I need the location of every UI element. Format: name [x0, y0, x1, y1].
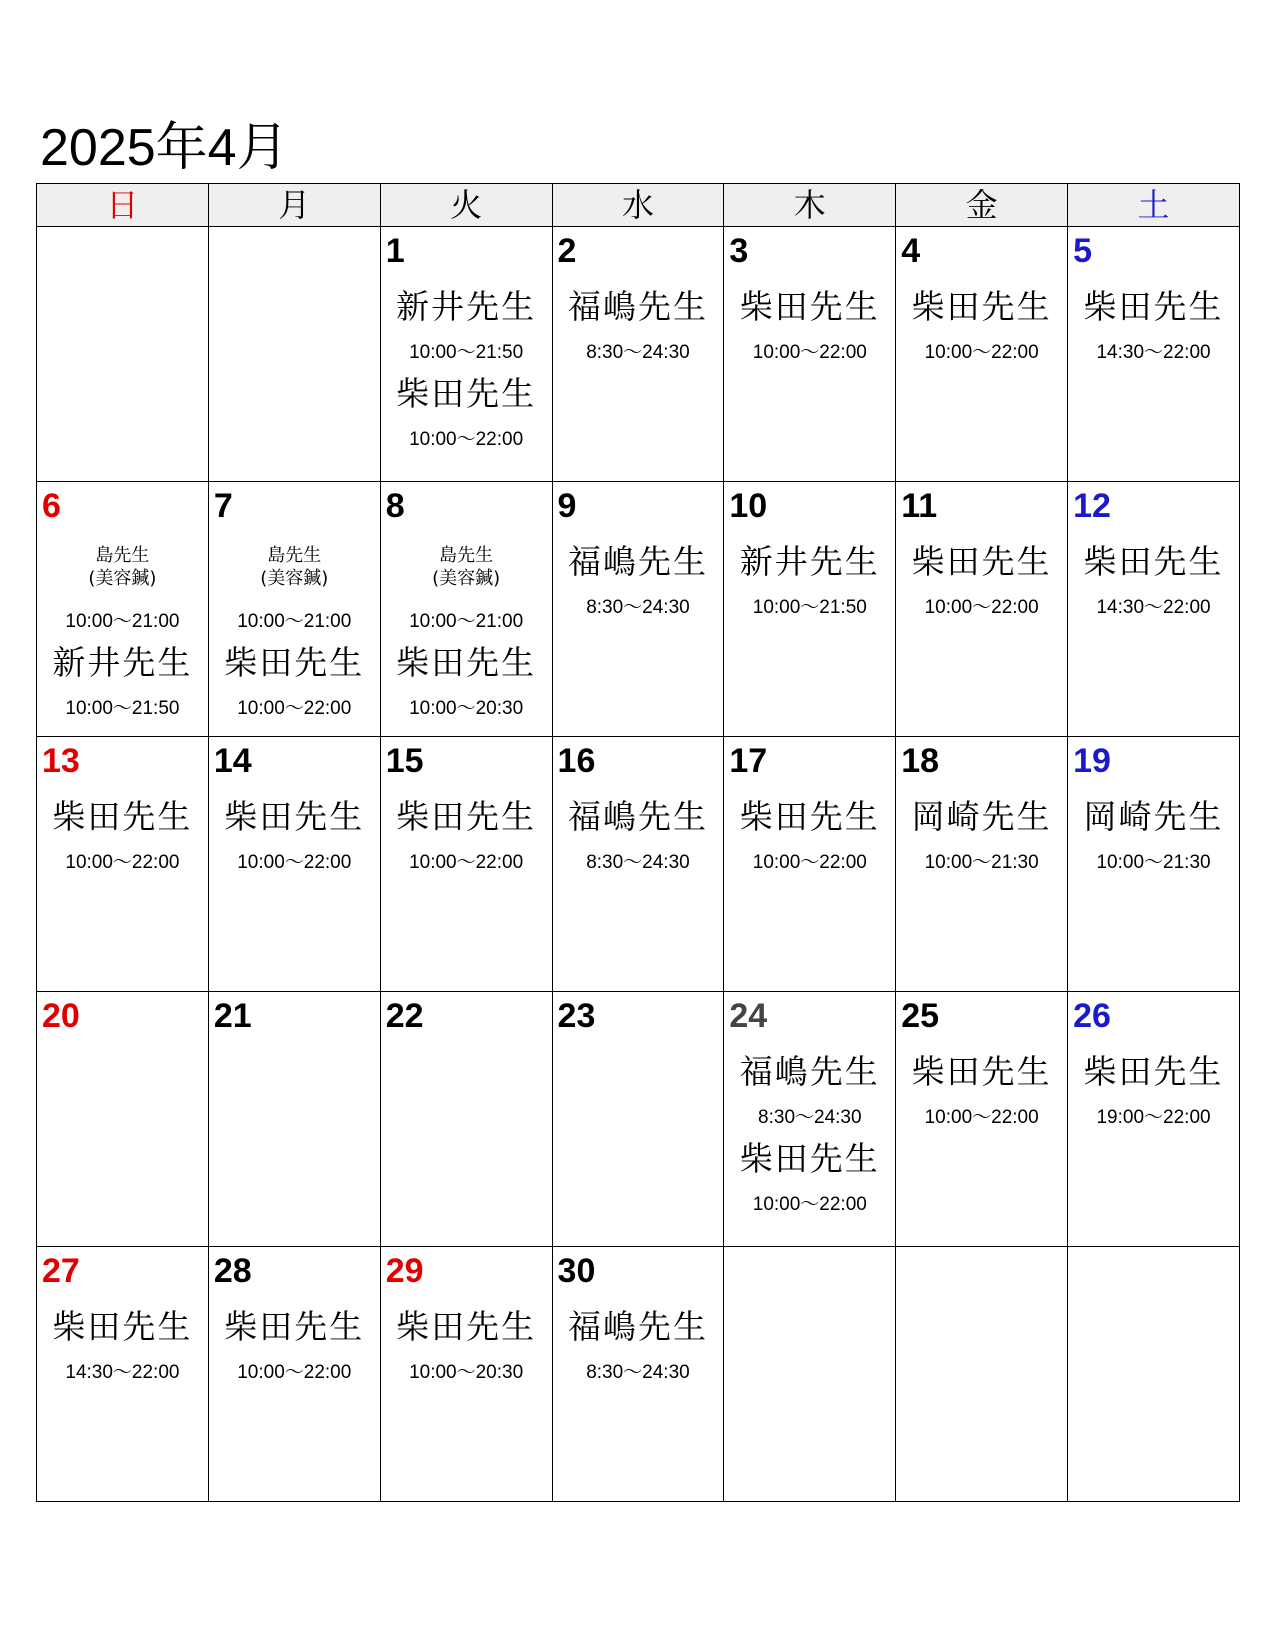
- teacher-name: 柴田先生: [224, 643, 365, 682]
- teacher-name: 柴田先生: [1083, 542, 1224, 581]
- teacher-name-text: 島先生: [439, 545, 494, 566]
- time-range: 10:00～21:50: [65, 698, 180, 719]
- schedule-entry: [1068, 1050, 1239, 1130]
- day-entries: [381, 540, 552, 728]
- day-number: 14: [213, 742, 252, 780]
- teacher-name: 新井先生: [739, 542, 880, 581]
- schedule-entry: [381, 795, 552, 875]
- empty-day-cell: [37, 227, 209, 482]
- time-range: 10:00～22:00: [924, 342, 1039, 363]
- time-range: 10:00～21:00: [237, 611, 352, 632]
- time-range: 10:00～22:00: [752, 342, 867, 363]
- time-range: 8:30～24:30: [586, 852, 690, 873]
- treatment-note: (美容鍼): [432, 568, 501, 589]
- teacher-name: [37, 544, 208, 590]
- day-cell: [724, 737, 896, 992]
- teacher-name: 岡崎先生: [1083, 797, 1224, 836]
- day-cell: [724, 482, 896, 737]
- schedule-entry: [37, 544, 208, 634]
- day-cell: [380, 1247, 552, 1502]
- weekday-header-6: 土: [1068, 184, 1240, 227]
- teacher-name: 柴田先生: [1083, 1052, 1224, 1091]
- day-cell: [37, 482, 209, 737]
- empty-day-cell: [1068, 1247, 1240, 1502]
- day-cell: [380, 992, 552, 1247]
- day-entries: [896, 285, 1067, 372]
- teacher-name-text: 島先生: [267, 545, 322, 566]
- schedule-entry: [381, 372, 552, 452]
- teacher-name: 柴田先生: [224, 1307, 365, 1346]
- day-number: 23: [557, 997, 596, 1035]
- day-cell: [37, 1247, 209, 1502]
- time-range: 10:00～21:50: [409, 342, 524, 363]
- day-number: 4: [901, 232, 921, 270]
- day-number: 27: [42, 1252, 80, 1290]
- day-entries: [1068, 795, 1239, 882]
- empty-day-cell: [724, 1247, 896, 1502]
- teacher-name-text: 島先生: [95, 545, 150, 566]
- day-number: 25: [901, 997, 940, 1035]
- day-cell: [896, 992, 1068, 1247]
- schedule-entry: [724, 1050, 895, 1130]
- day-number: 11: [901, 487, 938, 525]
- time-range: 14:30～22:00: [65, 1362, 180, 1383]
- day-cell: [552, 227, 724, 482]
- schedule-entry: [381, 285, 552, 365]
- empty-day-cell: [208, 227, 380, 482]
- day-cell: [552, 482, 724, 737]
- schedule-entry: [724, 540, 895, 620]
- teacher-name: 柴田先生: [911, 1052, 1052, 1091]
- schedule-entry: [209, 641, 380, 721]
- day-entries: [209, 1305, 380, 1392]
- teacher-name: 新井先生: [396, 287, 537, 326]
- day-cell: [552, 1247, 724, 1502]
- day-entries: [1068, 540, 1239, 627]
- teacher-name: 福嶋先生: [567, 797, 708, 836]
- weekday-header-1: 月: [208, 184, 380, 227]
- day-entries: [1068, 285, 1239, 372]
- time-range: 8:30～24:30: [586, 597, 690, 618]
- schedule-entry: [37, 1305, 208, 1385]
- day-number: 1: [385, 232, 405, 270]
- weekday-header-3: 水: [552, 184, 724, 227]
- time-range: 10:00～20:30: [409, 1362, 524, 1383]
- teacher-name: 福嶋先生: [567, 287, 708, 326]
- schedule-entry: [896, 1050, 1067, 1130]
- day-number: 16: [557, 742, 596, 780]
- week-row: [37, 992, 1240, 1247]
- day-number: 24: [729, 997, 768, 1035]
- day-number: 8: [385, 487, 405, 525]
- day-cell: [37, 992, 209, 1247]
- day-number: 9: [557, 487, 577, 525]
- teacher-name: 柴田先生: [224, 797, 365, 836]
- teacher-name: 柴田先生: [1083, 287, 1224, 326]
- teacher-name: 福嶋先生: [567, 1307, 708, 1346]
- day-number: 30: [557, 1252, 596, 1290]
- teacher-name: 柴田先生: [396, 797, 537, 836]
- day-number: 21: [213, 997, 252, 1035]
- day-number: 20: [42, 997, 80, 1035]
- schedule-entry: [1068, 540, 1239, 620]
- day-entries: [381, 1305, 552, 1392]
- schedule-entry: [209, 1305, 380, 1385]
- day-entries: [553, 285, 724, 372]
- day-number: 3: [729, 232, 749, 270]
- teacher-name: 柴田先生: [52, 1307, 193, 1346]
- time-range: 10:00～21:00: [65, 611, 180, 632]
- day-number: 10: [729, 487, 768, 525]
- time-range: 8:30～24:30: [586, 1362, 690, 1383]
- day-cell: [896, 227, 1068, 482]
- day-entries: [37, 795, 208, 882]
- schedule-entry: [724, 1137, 895, 1217]
- day-entries: [1068, 1050, 1239, 1137]
- teacher-name: 柴田先生: [396, 374, 537, 413]
- day-number: 26: [1073, 997, 1111, 1035]
- schedule-entry: [553, 540, 724, 620]
- day-entries: [37, 1305, 208, 1392]
- teacher-name: 柴田先生: [739, 1139, 880, 1178]
- day-entries: [209, 795, 380, 882]
- time-range: 14:30～22:00: [1096, 597, 1211, 618]
- day-cell: [208, 482, 380, 737]
- teacher-name: 柴田先生: [911, 542, 1052, 581]
- day-cell: [380, 482, 552, 737]
- time-range: 10:00～22:00: [65, 852, 180, 873]
- day-entries: [724, 795, 895, 882]
- teacher-name: 柴田先生: [52, 797, 193, 836]
- day-cell: [1068, 227, 1240, 482]
- day-cell: [724, 992, 896, 1247]
- day-entries: [896, 540, 1067, 627]
- weekday-header-row: [37, 184, 1240, 227]
- calendar-table: [36, 183, 1240, 1502]
- time-range: 10:00～22:00: [237, 1362, 352, 1383]
- day-entries: [553, 795, 724, 882]
- day-cell: [724, 227, 896, 482]
- day-number: 28: [213, 1252, 252, 1290]
- day-entries: [37, 540, 208, 728]
- weekday-header-2: 火: [380, 184, 552, 227]
- day-number: 17: [729, 742, 768, 780]
- day-cell: [37, 737, 209, 992]
- day-entries: [724, 285, 895, 372]
- schedule-entry: [381, 544, 552, 634]
- schedule-entry: [37, 795, 208, 875]
- teacher-name: 柴田先生: [911, 287, 1052, 326]
- time-range: 8:30～24:30: [758, 1107, 862, 1128]
- time-range: 10:00～22:00: [924, 597, 1039, 618]
- schedule-entry: [209, 544, 380, 634]
- teacher-name: 柴田先生: [739, 797, 880, 836]
- schedule-entry: [896, 795, 1067, 875]
- day-number: 19: [1073, 742, 1111, 780]
- schedule-entry: [553, 285, 724, 365]
- teacher-name: [381, 544, 552, 590]
- day-number: 7: [213, 487, 233, 525]
- day-number: 15: [385, 742, 424, 780]
- day-entries: [381, 285, 552, 459]
- week-row: [37, 482, 1240, 737]
- teacher-name: 福嶋先生: [567, 542, 708, 581]
- teacher-name: [209, 544, 380, 590]
- day-number: 6: [42, 487, 61, 525]
- day-cell: [208, 992, 380, 1247]
- time-range: 10:00～21:00: [409, 611, 524, 632]
- week-row: [37, 1247, 1240, 1502]
- teacher-name: 柴田先生: [396, 1307, 537, 1346]
- calendar-body: [37, 227, 1240, 1502]
- schedule-entry: [1068, 795, 1239, 875]
- time-range: 10:00～20:30: [409, 698, 524, 719]
- day-entries: [553, 540, 724, 627]
- schedule-entry: [896, 540, 1067, 620]
- schedule-entry: [896, 285, 1067, 365]
- week-row: [37, 227, 1240, 482]
- day-number: 2: [557, 232, 577, 270]
- time-range: 19:00～22:00: [1096, 1107, 1211, 1128]
- empty-day-cell: [896, 1247, 1068, 1502]
- day-cell: [1068, 737, 1240, 992]
- week-row: [37, 737, 1240, 992]
- day-number: 18: [901, 742, 940, 780]
- weekday-header-4: 木: [724, 184, 896, 227]
- teacher-name: 柴田先生: [396, 643, 537, 682]
- day-cell: [552, 992, 724, 1247]
- day-number: 5: [1073, 232, 1092, 270]
- teacher-name: 柴田先生: [739, 287, 880, 326]
- time-range: 10:00～22:00: [409, 429, 524, 450]
- weekday-header-0: 日: [37, 184, 209, 227]
- weekday-header-5: 金: [896, 184, 1068, 227]
- day-entries: [724, 1050, 895, 1224]
- day-number: 12: [1073, 487, 1111, 525]
- day-entries: [896, 1050, 1067, 1137]
- schedule-entry: [553, 1305, 724, 1385]
- day-cell: [1068, 992, 1240, 1247]
- day-entries: [896, 795, 1067, 882]
- schedule-entry: [724, 285, 895, 365]
- teacher-name: 新井先生: [52, 643, 193, 682]
- teacher-name: 福嶋先生: [739, 1052, 880, 1091]
- day-entries: [381, 795, 552, 882]
- day-number: 29: [385, 1252, 424, 1290]
- time-range: 10:00～22:00: [752, 852, 867, 873]
- time-range: 10:00～21:50: [752, 597, 867, 618]
- schedule-entry: [1068, 285, 1239, 365]
- day-entries: [553, 1305, 724, 1392]
- time-range: 10:00～22:00: [237, 852, 352, 873]
- day-cell: [1068, 482, 1240, 737]
- teacher-name: 岡崎先生: [911, 797, 1052, 836]
- day-cell: [208, 1247, 380, 1502]
- day-cell: [208, 737, 380, 992]
- day-entries: [724, 540, 895, 627]
- day-cell: [380, 227, 552, 482]
- treatment-note: (美容鍼): [260, 568, 329, 589]
- day-number: 22: [385, 997, 424, 1035]
- day-cell: [896, 737, 1068, 992]
- day-entries: [209, 540, 380, 728]
- time-range: 10:00～22:00: [924, 1107, 1039, 1128]
- time-range: 10:00～21:30: [924, 852, 1039, 873]
- schedule-entry: [553, 795, 724, 875]
- day-cell: [896, 482, 1068, 737]
- time-range: 10:00～22:00: [237, 698, 352, 719]
- time-range: 10:00～21:30: [1096, 852, 1211, 873]
- schedule-entry: [209, 795, 380, 875]
- day-cell: [552, 737, 724, 992]
- day-number: 13: [42, 742, 80, 780]
- schedule-entry: [381, 1305, 552, 1385]
- time-range: 8:30～24:30: [586, 342, 690, 363]
- day-cell: [380, 737, 552, 992]
- schedule-entry: [724, 795, 895, 875]
- time-range: 10:00～22:00: [752, 1194, 867, 1215]
- time-range: 14:30～22:00: [1096, 342, 1211, 363]
- time-range: 10:00～22:00: [409, 852, 524, 873]
- page-title: 2025年4月: [40, 119, 289, 177]
- schedule-entry: [37, 641, 208, 721]
- schedule-entry: [381, 641, 552, 721]
- treatment-note: (美容鍼): [88, 568, 157, 589]
